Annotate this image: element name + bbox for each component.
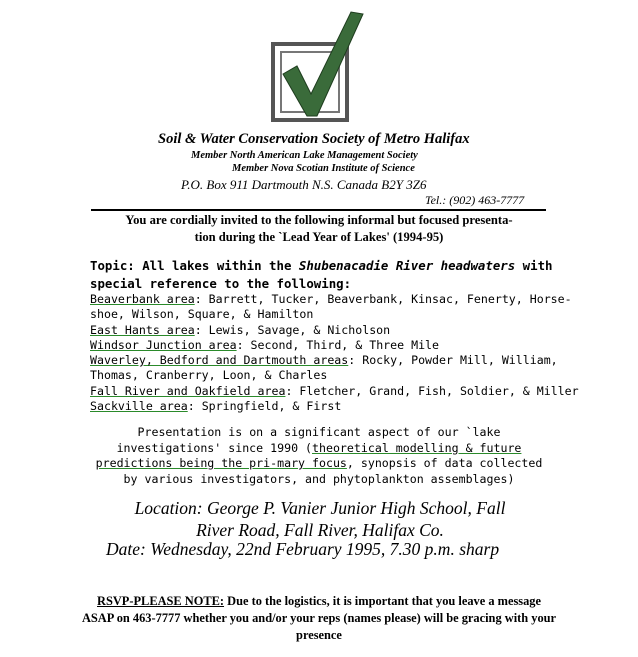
membership-nalms: Member North American Lake Management Society [191,150,418,161]
topic-river: Shubenacadie River headwaters [298,258,516,273]
list-item [90,368,579,383]
topic-suffix: with [515,258,553,273]
area-name: Fall River and Oakfield area [90,383,286,398]
list-item [90,323,579,338]
list-item [90,292,579,307]
presentation-focus: theoretical modelling & future predictions being the pri-mary focus [95,440,522,470]
checkmark-logo [267,8,367,126]
area-lakes: shoe, Wilson, Square, & Hamilton [90,307,314,322]
area-name: Waverley, Bedford and Dartmouth areas [90,353,349,368]
header-divider [91,209,546,211]
area-name: Windsor Junction area [90,337,237,352]
rsvp-note [80,593,558,644]
area-lakes: : Fletcher, Grand, Fish, Soldier, & Miller [285,383,579,398]
rsvp-text: Due to the logistics, it is important that you leave a message ASAP on 463-7777 whether you and/or your reps (names please) will be gracing with your presence [81,594,557,642]
location [60,497,580,541]
rsvp-label: RSVP-PLEASE NOTE: [97,594,225,608]
area-lakes: : Springfield, & First [187,399,342,414]
area-lakes: : Barrett, Tucker, Beaverbank, Kinsac, Fenerty, Horse- [194,292,572,306]
area-name: Sackville area [90,399,188,414]
list-item [90,384,579,399]
area-name: Beaverbank area [90,292,195,306]
invitation-line-1: You are cordially invited to the following informal but focused presenta- [125,213,513,227]
telephone: Tel.: (902) 463-7777 [425,193,525,207]
topic [90,257,553,293]
presentation-description [91,425,547,487]
presentation-part-2: , synopsis of data collected by various investigators, and phytoplankton assemblages) [123,456,543,486]
location-line-2: River Road, Fall River, Halifax Co. [196,520,444,540]
org-name: Soil & Water Conservation Society of Metro Halifax [158,131,470,147]
invitation [84,212,554,246]
topic-line-2: special reference to the following: [90,276,352,291]
area-lakes: : Rocky, Powder Mill, William, [348,353,558,368]
location-line-1: Location: George P. Vanier Junior High School, Fall [134,498,506,518]
list-item [90,338,579,353]
area-lakes: : Second, Third, & Three Mile [236,337,440,352]
presentation-part-1: Presentation is on a significant aspect of our `lake investigations' since 1990 ( [116,425,501,455]
membership-nsis: Member Nova Scotian Institute of Science [232,163,415,174]
invitation-line-2: tion during the `Lead Year of Lakes' (1994-95) [194,230,444,244]
mailing-address: P.O. Box 911 Dartmouth N.S. Canada B2Y 3Z6 [181,177,427,192]
list-item [90,307,579,322]
area-lakes: Thomas, Cranberry, Loon, & Charles [90,368,328,383]
checkmark-icon [283,12,363,116]
list-item [90,353,579,368]
topic-prefix: Topic: All lakes within the [90,258,299,273]
area-lakes: : Lewis, Savage, & Nicholson [194,322,391,337]
list-item [90,399,579,414]
area-list [90,292,579,414]
event-date: Date: Wednesday, 22nd February 1995, 7.30 p.m. sharp [106,539,500,559]
area-name: East Hants area [90,322,195,337]
